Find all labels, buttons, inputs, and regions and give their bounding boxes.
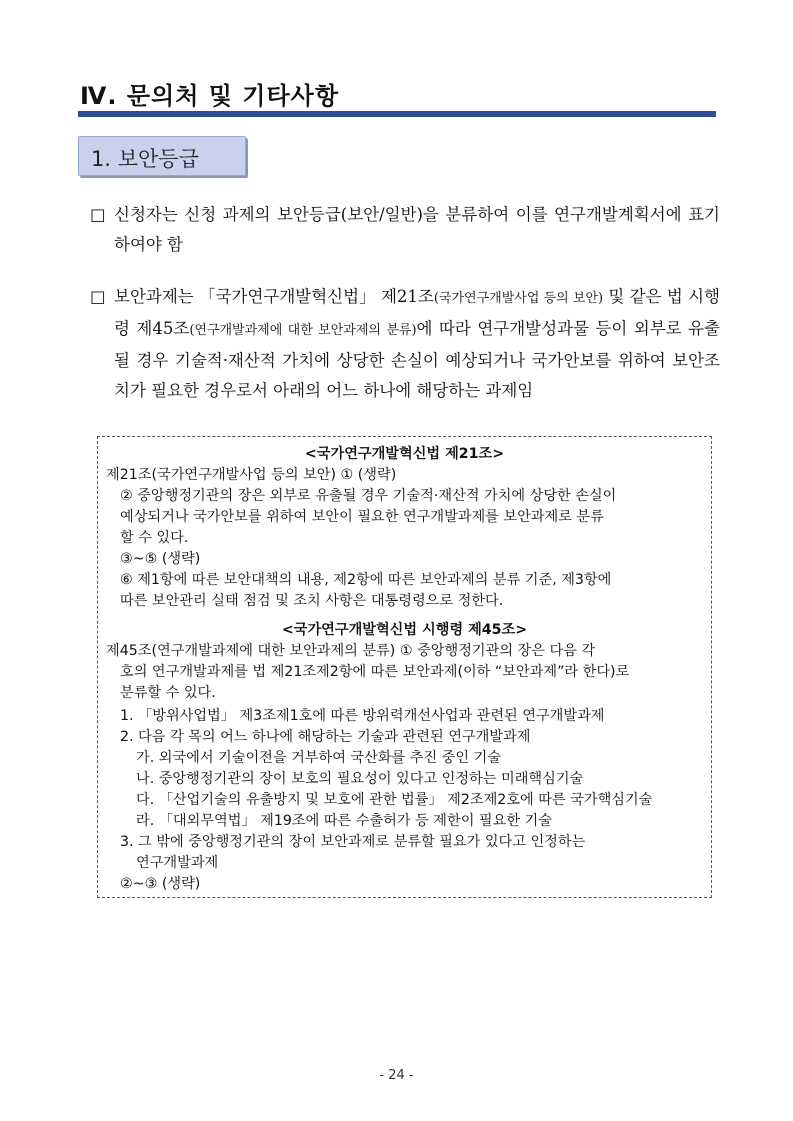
subsection-title: 1. 보안등급: [91, 147, 199, 171]
bullet-text: [114, 282, 720, 406]
checkbox-bullet: □: [90, 205, 106, 224]
law-line: 가. 외국에서 기술이전을 거부하여 국산화를 추진 중인 기술: [136, 750, 502, 766]
law-line: 나. 중앙행정기관의 장이 보호의 필요성이 있다고 인정하는 미래핵심기술: [136, 771, 584, 787]
page-number: - 24 -: [379, 1068, 414, 1083]
law-heading: <국가연구개발혁신법 시행령 제45조>: [281, 622, 528, 638]
law-line: 분류할 수 있다.: [120, 685, 216, 701]
law-line: 다. 「산업기술의 유출방지 및 보호에 관한 법률」 제2조제2호에 따른 국가핵심기술: [136, 792, 653, 808]
law-line: ②~③ (생략): [120, 876, 201, 892]
law-excerpt-box: [97, 436, 712, 898]
bullet-paragraph-2: [90, 282, 720, 406]
law-line: 연구개발과제: [136, 855, 219, 871]
bullet-paragraph-1: [90, 200, 720, 260]
law-line: 2. 다음 각 목의 어느 하나에 해당하는 기술과 관련된 연구개발과제: [120, 729, 531, 745]
law-line: 3. 그 밖에 중앙행정기관의 장이 보안과제로 분류할 필요가 있다고 인정하는: [120, 834, 586, 850]
law-line: ② 중앙행정기관의 장은 외부로 유출될 경우 기술적·재산적 가치에 상당한 손실이: [120, 488, 617, 504]
law-heading: <국가연구개발혁신법 제21조>: [304, 446, 505, 462]
text-segment: 에 따라 연구개발성과물 등이 외부로 유출될 경우 기술적·재산적 가치에 상당한 손실이 예상되거나 국가안보를 위하여 보안조치가 필요한 경우로서 아래의 어느 하나에 해당하는 과제임: [114, 319, 721, 400]
text-segment-small: (국가연구개발사업 등의 보안): [433, 291, 604, 306]
text-segment-small: (연구개발과제에 대한 보안과제의 분류): [189, 323, 417, 338]
subsection-tab: [78, 136, 246, 176]
section-rule: [78, 111, 716, 117]
law-line: 라. 「대외무역법」 제19조에 따른 수출허가 등 제한이 필요한 기술: [136, 813, 552, 829]
bullet-text: 신청자는 신청 과제의 보안등급(보안/일반)을 분류하여 이를 연구개발계획서에 표기하여야 함: [114, 205, 720, 254]
checkbox-bullet: □: [90, 287, 106, 306]
law-line: ③~⑤ (생략): [120, 551, 201, 567]
law-line: 따른 보안관리 실태 점검 및 조치 사항은 대통령령으로 정한다.: [120, 593, 504, 609]
law-line: 제21조(국가연구개발사업 등의 보안) ① (생략): [106, 467, 397, 483]
law-line: 호의 연구개발과제를 법 제21조제2항에 따른 보안과제(이하 “보안과제”라 한다)로: [120, 664, 630, 680]
law-line: 제45조(연구개발과제에 대한 보안과제의 분류) ① 중앙행정기관의 장은 다음 각: [106, 643, 596, 659]
text-segment: 및 같은 법 시행령 제45조: [114, 287, 720, 338]
section-title: Ⅳ. 문의처 및 기타사항: [80, 82, 340, 110]
law-line: 예상되거나 국가안보를 위하여 보안이 필요한 연구개발과제를 보안과제로 분류: [120, 509, 604, 525]
law-line: ⑥ 제1항에 따른 보안대책의 내용, 제2항에 따른 보안과제의 분류 기준, 제3항에: [120, 572, 612, 588]
text-segment: 보안과제는 「국가연구개발혁신법」 제21조: [114, 287, 434, 306]
law-line: 1. 「방위사업법」 제3조제1호에 따른 방위력개선사업과 관련된 연구개발과제: [120, 708, 605, 724]
law-line: 할 수 있다.: [120, 530, 189, 546]
